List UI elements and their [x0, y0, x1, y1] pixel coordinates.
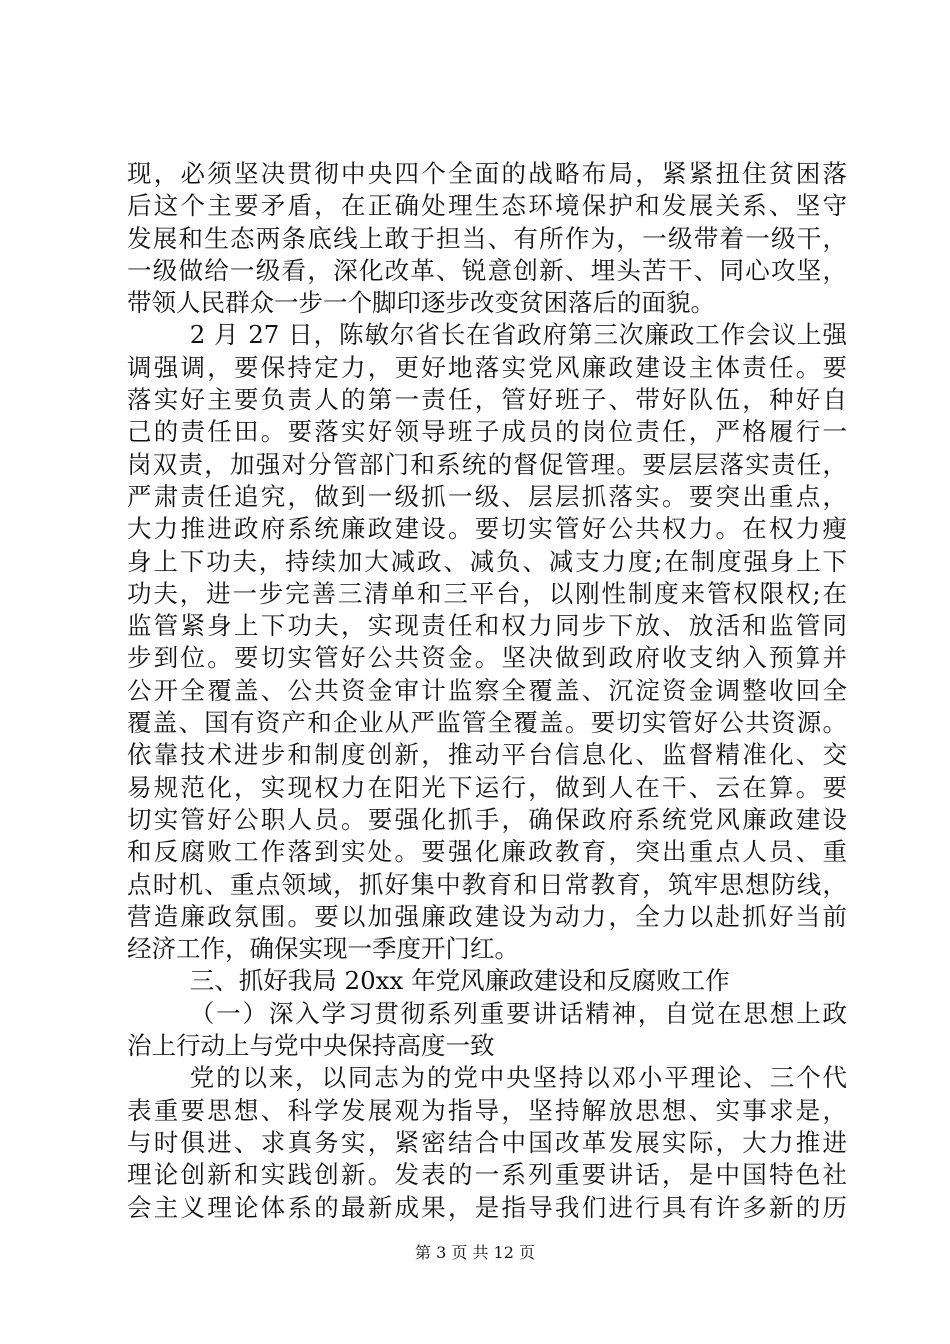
- text-line: 功夫，进一步完善三清单和三平台，以刚性制度来管权限权;在: [127, 578, 847, 608]
- text-line: 监管紧身上下功夫，实现责任和权力同步下放、放活和监管同: [127, 611, 847, 641]
- text-line: 切实管好公职人员。要强化抓手，确保政府系统党风廉政建设: [127, 804, 847, 834]
- text-line: 易规范化，实现权力在阳光下运行，做到人在干、云在算。要: [127, 772, 847, 802]
- text-line: 三、抓好我局 20xx 年党风廉政建设和反腐败工作: [189, 966, 730, 996]
- text-line: 岗双责，加强对分管部门和系统的督促管理。要层层落实责任，: [127, 449, 847, 479]
- text-line: 落实好主要负责人的第一责任，管好班子、带好队伍，种好自: [127, 385, 847, 415]
- text-line: 发展和生态两条底线上敢于担当、有所作为，一级带着一级干，: [127, 223, 847, 253]
- text-line: 经济工作，确保实现一季度开门红。: [127, 934, 519, 964]
- text-line: 党的以来，以同志为的党中央坚持以邓小平理论、三个代: [189, 1063, 847, 1093]
- text-line: 身上下功夫，持续加大减政、减负、减支力度;在制度强身上下: [127, 546, 847, 576]
- text-line: 严肃责任追究，做到一级抓一级、层层抓落实。要突出重点，: [127, 481, 847, 511]
- page-footer: 第 3 页 共 12 页: [415, 1243, 535, 1262]
- text-line: 与时俱进、求真务实，紧密结合中国改革发展实际，大力推进: [127, 1127, 847, 1157]
- text-line: 点时机、重点领域，抓好集中教育和日常教育，筑牢思想防线，: [127, 869, 847, 899]
- text-line: 依靠技术进步和制度创新，推动平台信息化、监督精准化、交: [127, 740, 847, 770]
- text-line: 公开全覆盖、公共资金审计监察全覆盖、沉淀资金调整收回全: [127, 675, 847, 705]
- text-line: 和反腐败工作落到实处。要强化廉政教育，突出重点人员、重: [127, 837, 847, 867]
- text-line: 覆盖、国有资产和企业从严监管全覆盖。要切实管好公共资源。: [127, 708, 847, 738]
- text-line: 治上行动上与党中央保持高度一致: [127, 1031, 495, 1061]
- text-line: 己的责任田。要落实好领导班子成员的岗位责任，严格履行一: [127, 417, 847, 447]
- text-line: 2 月 27 日，陈敏尔省长在省政府第三次廉政工作会议上强: [189, 320, 847, 350]
- text-line: 调强调，要保持定力，更好地落实党风廉政建设主体责任。要: [127, 352, 847, 382]
- text-line: 营造廉政氛围。要以加强廉政建设为动力，全力以赴抓好当前: [127, 901, 847, 931]
- text-line: 一级做给一级看，深化改革、锐意创新、埋头苦干、同心攻坚，: [127, 255, 847, 285]
- text-line: 后这个主要矛盾，在正确处理生态环境保护和发展关系、坚守: [127, 191, 847, 221]
- text-line: 理论创新和实践创新。发表的一系列重要讲话，是中国特色社: [127, 1160, 847, 1190]
- text-line: （一）深入学习贯彻系列重要讲话精神，自觉在思想上政: [189, 998, 847, 1028]
- text-line: 步到位。要切实管好公共资金。坚决做到政府收支纳入预算并: [127, 643, 847, 673]
- text-line: 会主义理论体系的最新成果，是指导我们进行具有许多新的历: [127, 1192, 847, 1222]
- text-line: 表重要思想、科学发展观为指导，坚持解放思想、实事求是，: [127, 1095, 847, 1125]
- text-line: 带领人民群众一步一个脚印逐步改变贫困落后的面貌。: [127, 288, 715, 318]
- document-body: [127, 158, 847, 1224]
- text-line: 现，必须坚决贯彻中央四个全面的战略布局，紧紧扭住贫困落: [127, 159, 847, 188]
- text-line: 大力推进政府系统廉政建设。要切实管好公共权力。在权力瘦: [127, 514, 847, 544]
